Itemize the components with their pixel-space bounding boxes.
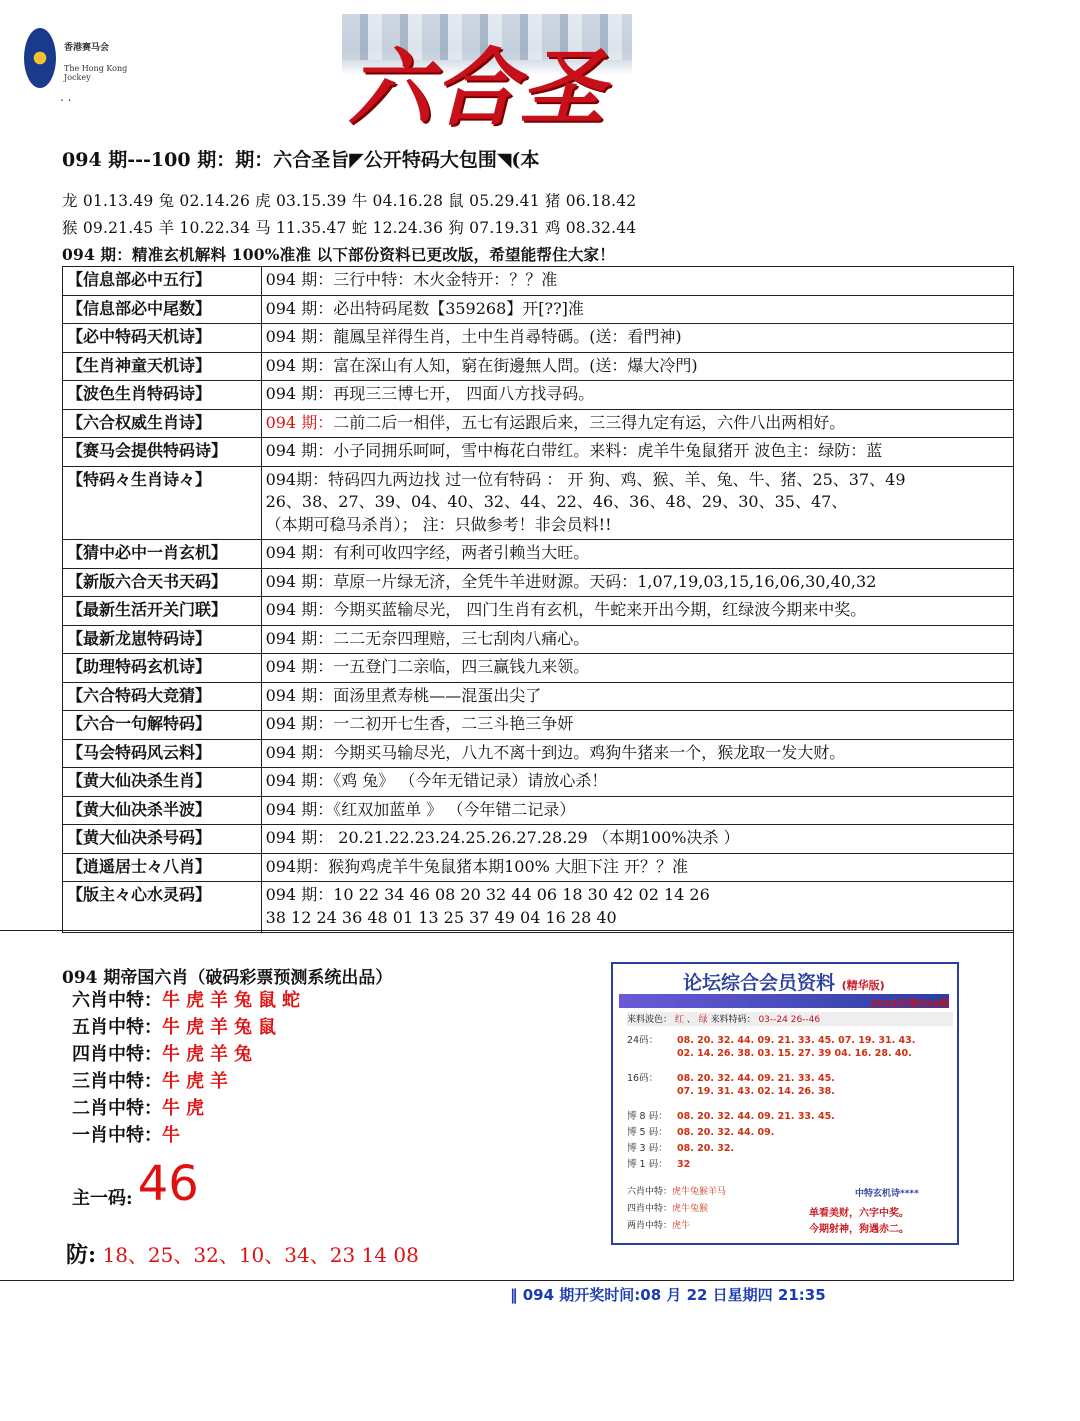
row-line [266,599,1013,622]
row-line [266,355,1013,378]
jockey-club-emblem-icon [24,28,56,88]
table-row [63,682,1014,711]
tier-label: 四肖中特： [72,1044,162,1065]
row-line [266,907,1013,930]
row-content [261,409,1013,438]
row-content [261,739,1013,768]
card-zodiac-key: 四肖中特： [627,1204,673,1214]
card-issue: 2024年第094期 [870,999,949,1010]
table-row [63,739,1014,768]
row-text: 094 期：面汤里煮寿桃——混蛋出尖了 [265,685,542,705]
zodiac-tier [72,1121,186,1147]
card-title-text: 论坛综合会员资料 [683,972,836,994]
card-number-row [627,1108,835,1122]
row-text: 094 期：有利可收四字经，两者引赖当大旺。 [265,543,590,562]
zodiac-tier [72,1040,258,1066]
tier-label: 六肖中特： [72,990,162,1011]
row-label: 【六合一句解特码】 [63,711,262,740]
row-line [266,440,1013,463]
row-prefix: 094 期： [265,412,334,432]
table-row [63,853,1014,882]
row-line [266,827,1013,850]
table-row [63,625,1014,654]
row-content [261,540,1013,569]
card-row-key: 博 3 码： [627,1143,668,1154]
row-line [266,770,1013,793]
member-info-card [611,962,959,1245]
row-text: 094 期：二二无奈四理赔，三七刮肉八痛心。 [265,628,590,648]
card-row-key: 24码： [627,1035,659,1046]
table-row [63,711,1014,740]
row-content [261,295,1013,324]
card-number-row [627,1140,734,1154]
card-zodiac-row [627,1201,708,1214]
row-line [266,884,1013,907]
row-content [261,625,1013,654]
row-text: 094 期：草原一片绿无济，全凭牛羊进财源。天码：1,07,19,03,15,16,06,30,40,32 [265,571,877,591]
row-content [261,352,1013,381]
table-row [63,409,1014,438]
tier-value: 牛虎羊兔鼠蛇 [162,990,306,1011]
row-line [266,742,1013,765]
page-title: 094 期---100 期：期：六合圣旨◤公开特码大包围◥(本 [62,149,540,171]
main-code-value: 46 [137,1156,199,1212]
zodiac-tier [72,1094,210,1120]
card-wave-line: 来料波色： 红 、 绿 来料特码： 03--24 26--46 [627,1012,953,1026]
row-content [261,381,1013,410]
tier-value: 牛虎 [162,1098,210,1119]
row-text: 094 期：《鸡 兔》 （今年无错记录）请放心杀！ [265,771,608,790]
wave-green: 绿 [698,1015,708,1025]
card-row-value: 08. 20. 32. [677,1143,735,1154]
table-row [63,882,1014,933]
row-label: 【猜中必中一肖玄机】 [63,540,262,569]
row-text: 094 期：再现三三博七开， 四面八方找寻码。 [265,384,595,403]
row-text: 38 12 24 36 48 01 13 25 37 49 04 16 28 40 [265,907,617,927]
table-row [63,825,1014,854]
row-text: （本期可稳马杀肖）； 注：只做参考！非会员料!! [265,514,612,534]
card-row-value: 07. 19. 31. 43. 02. 14. 26. 38. [677,1086,835,1097]
logo [22,24,142,104]
main-code [72,1158,199,1210]
row-line [266,269,1013,292]
row-content [261,825,1013,854]
predictions-table [62,266,1014,933]
row-content [261,796,1013,825]
row-content [261,466,1013,540]
row-line [266,542,1013,565]
tier-label: 五肖中特： [72,1017,162,1038]
row-line [266,856,1013,879]
tier-value: 牛虎羊兔鼠 [162,1017,282,1038]
card-edition: (精华版) [841,979,885,992]
table-row [63,267,1014,296]
row-text: 094 期：今期买马输尽光，八九不离十到边。鸡狗牛猪来一个，猴龙取一发大财。 [265,742,846,762]
row-text: 094期：特码四九两边找 过一位有特码 ： 开 狗、鸡、猴、羊、兔、牛、猪、25、37、49 [265,469,906,489]
banner [342,14,632,132]
row-text: 094 期： 20.21.22.23.24.25.26.27.28.29 （本期100%决杀 ） [265,828,740,847]
row-label: 【信息部必中尾数】 [63,295,262,324]
table-row [63,796,1014,825]
wave-special-value: 03--24 26--46 [758,1015,821,1025]
card-number-row [627,1124,774,1138]
row-content [261,324,1013,353]
row-content [261,597,1013,626]
card-poem-label: 中特玄机诗**** [855,1189,919,1199]
row-line [266,412,1013,435]
row-label: 【助理特码玄机诗】 [63,654,262,683]
row-label: 【六合权威生肖诗】 [63,409,262,438]
row-line [266,383,1013,406]
row-line [266,799,1013,822]
card-title [683,968,885,995]
logo-name-en: The Hong Kong Jockey [64,64,128,82]
logo-name-cn: 香港赛马会 [64,43,110,53]
card-row-key: 博 5 码： [627,1127,668,1138]
six-zodiac-title: 094 期帝国六肖（破码彩票预测系统出品） [62,968,393,988]
row-content [261,882,1013,933]
row-line [266,713,1013,736]
tier-label: 三肖中特： [72,1071,162,1092]
table-row [63,438,1014,467]
row-text: 094 期：一二初开七生香，二三斗艳三争妍 [265,714,574,733]
row-label: 【特码々生肖诗々】 [63,466,262,540]
table-row [63,324,1014,353]
table-row [63,568,1014,597]
card-row-value: 08. 20. 32. 44. 09. [677,1127,775,1138]
card-number-row [627,1048,912,1059]
card-row-value: 08. 20. 32. 44. 09. 21. 33. 45. [677,1111,835,1122]
row-text: 094 期：龍鳳呈祥得生肖，土中生肖尋特碼。(送：看門神) [265,327,682,346]
card-zodiac-value: 虎牛兔猴羊马 [672,1187,727,1197]
row-label: 【版主々心水灵码】 [63,882,262,933]
row-label: 【赛马会提供特码诗】 [63,438,262,467]
defense-numbers [66,1238,419,1269]
row-label: 【黄大仙决杀生肖】 [63,768,262,797]
card-zodiac-row [627,1218,690,1231]
row-content [261,654,1013,683]
table-row [63,352,1014,381]
card-row-value: 08. 20. 32. 44. 09. 21. 33. 45. 07. 19. 31. 43. [677,1035,916,1046]
row-text: 094 期：一五登门二亲临，四三赢钱九来领。 [265,657,590,676]
row-text: 094 期：今期买蓝输尽光， 四门生肖有玄机，牛蛇来开出今期，红绿波今期来中奖。 [265,600,867,619]
row-content [261,682,1013,711]
row-label: 【马会特码风云料】 [63,739,262,768]
wave-label: 来料波色： [627,1015,673,1025]
row-text: 094 期：三行中特：木火金特开：？？准 [265,270,558,289]
row-line [266,628,1013,651]
row-label: 【黄大仙决杀号码】 [63,825,262,854]
zodiac-tier [72,1013,282,1039]
zodiac-tier [72,1067,234,1093]
card-number-row [627,1070,835,1084]
card-row-value: 08. 20. 32. 44. 09. 21. 33. 45. [677,1073,835,1084]
row-text: 094 期：富在深山有人知，窮在街邊無人問。(送：爆大冷門) [265,355,698,375]
draw-time: ‖ 094 期开奖时间:08 月 22 日星期四 21:35 [510,1286,826,1304]
card-row-value: 32 [677,1159,691,1170]
row-content [261,853,1013,882]
card-zodiac-key: 两肖中特： [627,1221,673,1231]
tier-label: 一肖中特： [72,1125,162,1146]
banner-title: 六合圣 [348,38,607,132]
row-line [266,326,1013,349]
tier-value: 牛 [162,1125,186,1146]
row-label: 【最新龙崽特码诗】 [63,625,262,654]
row-content [261,768,1013,797]
card-row-key: 博 8 码： [627,1111,668,1122]
card-number-row [627,1086,835,1097]
row-content [261,267,1013,296]
card-zodiac-value: 虎牛 [672,1221,691,1231]
logo-dots: . . [60,90,72,104]
card-zodiac-row [627,1184,726,1197]
row-label: 【六合特码大竞猜】 [63,682,262,711]
row-line [266,656,1013,679]
row-line [266,298,1013,321]
card-row-key: 博 1 码： [627,1159,668,1170]
row-line [266,469,1013,492]
row-content [261,438,1013,467]
table-row [63,295,1014,324]
card-zodiac-value: 虎牛兔猴 [672,1204,709,1214]
table-row [63,654,1014,683]
row-label: 【逍遥居士々八肖】 [63,853,262,882]
row-text: 二前二后一相伴，五七有运跟后来，三三得九定有运，六件八出两相好。 [333,412,846,432]
table-row [63,597,1014,626]
defense-label: 防: [66,1242,97,1268]
table-row [63,768,1014,797]
tier-value: 牛虎羊 [162,1071,234,1092]
card-row-key: 16码： [627,1073,659,1084]
zodiac-line-2: 猴 09.21.45 羊 10.22.34 马 11.35.47 蛇 12.24.36 狗 07.19.31 鸡 08.32.44 [62,219,637,237]
row-label: 【黄大仙决杀半波】 [63,796,262,825]
row-label: 【波色生肖特码诗】 [63,381,262,410]
row-line [266,571,1013,594]
main-code-label: 主一码: [72,1188,133,1209]
row-label: 【最新生活开关门联】 [63,597,262,626]
zodiac-line-1: 龙 01.13.49 兔 02.14.26 虎 03.15.39 牛 04.16.28 鼠 05.29.41 猪 06.18.42 [62,192,637,210]
row-label: 【新版六合天书天码】 [63,568,262,597]
row-label: 【生肖神童天机诗】 [63,352,262,381]
row-line [266,685,1013,708]
card-poem-line-1: 单看美财，六字中奖。 [809,1208,909,1219]
zodiac-tier [72,986,306,1012]
row-content [261,711,1013,740]
table-row [63,540,1014,569]
card-poem-line-2: 今期射神，狗遇赤二。 [809,1224,909,1235]
row-line [266,514,1013,537]
card-zodiac-key: 六肖中特： [627,1187,673,1197]
row-text: 094 期：小子同拥乐呵呵，雪中梅花白带红。来料：虎羊牛兔鼠猪开 波色主：绿防：蓝 [265,441,883,460]
intro-line: 094 期：精准玄机解料 100%准准 以下部份资料已更改版，希望能帮住大家！ [62,245,615,264]
row-line [266,491,1013,514]
tier-value: 牛虎羊兔 [162,1044,258,1065]
row-text: 094 期：《红双加蓝单 》 （今年错二记录） [265,799,576,819]
defense-value: 18、25、32、10、34、23 14 08 [102,1243,419,1267]
row-text: 094 期：必出特码尾数【359268】开[??]准 [265,298,584,318]
row-label: 【信息部必中五行】 [63,267,262,296]
row-content [261,568,1013,597]
table-row [63,381,1014,410]
wave-special-label: 来料特码： [710,1015,756,1025]
tier-label: 二肖中特： [72,1098,162,1119]
wave-red: 红 [674,1015,684,1025]
row-text: 26、38、27、39、04、40、32、44、22、46、36、48、29、30、35、47、 [265,492,848,511]
row-text: 094 期：10 22 34 46 08 20 32 44 06 18 30 42 02 14 26 [265,885,710,904]
row-label: 【必中特码天机诗】 [63,324,262,353]
row-text: 094期：猴狗鸡虎羊牛兔鼠猪本期100% 大胆下注 开？？准 [265,856,689,876]
card-number-row [627,1156,690,1170]
card-number-row [627,1032,915,1046]
table-row [63,466,1014,540]
card-row-value: 02. 14. 26. 38. 03. 15. 27. 39 04. 16. 28. 40. [677,1048,912,1059]
